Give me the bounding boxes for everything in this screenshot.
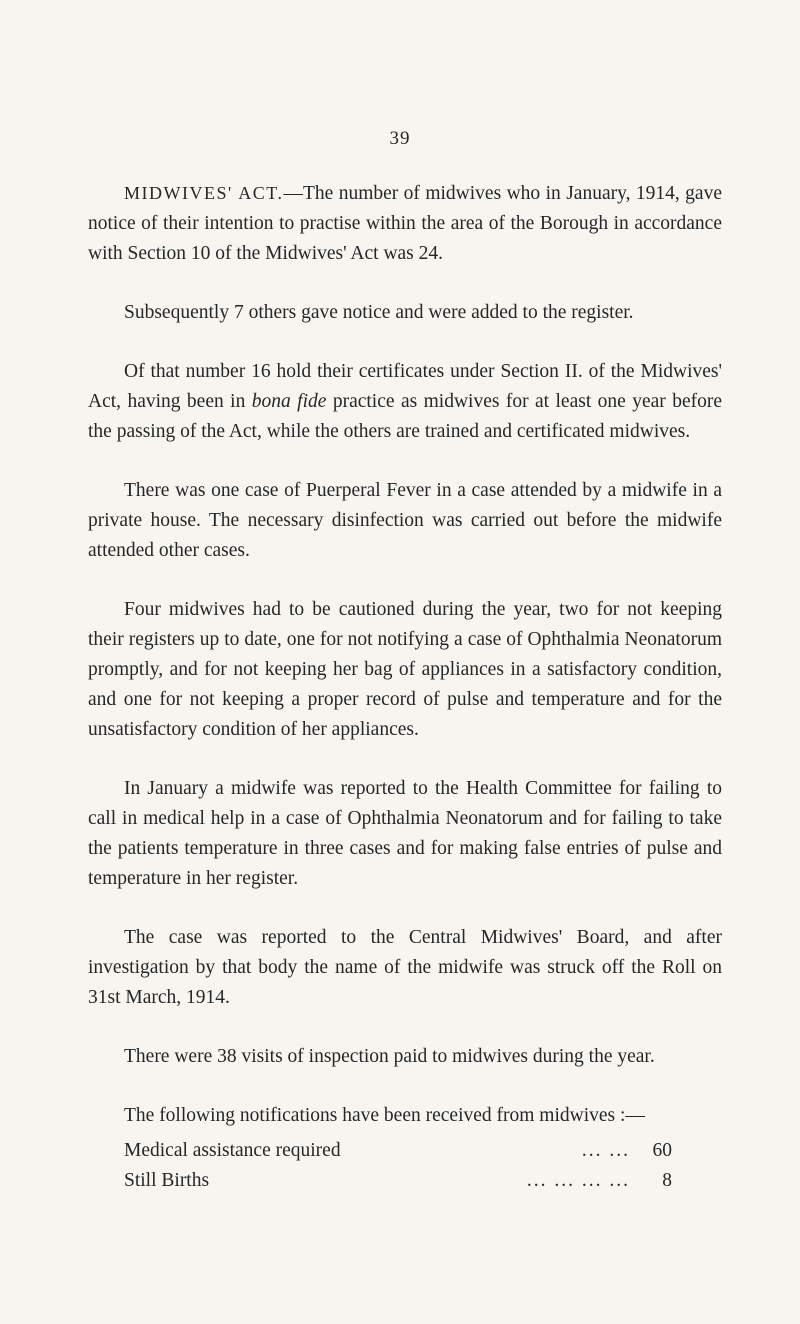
notification-label: Still Births bbox=[124, 1170, 210, 1191]
notifications-list bbox=[124, 1136, 672, 1196]
notification-count: 8 bbox=[662, 1170, 672, 1191]
paragraph-midwives-act bbox=[88, 178, 722, 269]
list-item bbox=[124, 1136, 672, 1166]
italic-term: bona fide bbox=[251, 391, 327, 412]
page-number: 39 bbox=[389, 128, 411, 149]
notification-count: 60 bbox=[652, 1140, 672, 1161]
leader-dots: ... ... ... ... bbox=[526, 1170, 630, 1191]
paragraph-certificates bbox=[88, 357, 722, 447]
paragraph-puerperal-fever: There was one case of Puerperal Fever in a case attended by a midwife in a private house. The necessary disinfection was carried out before the midwife attended other cases. bbox=[88, 480, 722, 561]
paragraph-register: Subsequently 7 others gave notice and were added to the register. bbox=[124, 302, 634, 323]
list-item bbox=[124, 1166, 672, 1196]
leader-dots: ... ... bbox=[581, 1140, 630, 1161]
paragraph-text: —The number of midwives who in January, 1914, gave notice of their intention to practise within the area of the Borough in accordance with Section 10 of the Midwives' Act was 24. bbox=[88, 183, 722, 264]
paragraph-inspections: There were 38 visits of inspection paid to midwives during the year. bbox=[124, 1046, 655, 1067]
paragraph-text: practice as midwives for at least one year before the passing of the Act, while the others are trained and certificated midwives. bbox=[88, 391, 722, 442]
section-heading: MIDWIVES' ACT. bbox=[124, 183, 284, 203]
notification-label: Medical assistance required bbox=[124, 1140, 341, 1161]
paragraph-health-committee: In January a midwife was reported to the Health Committee for failing to call in medical help in a case of Ophthalmia Neonatorum and for failing to take the patients temperature in three cases and for making false entries of pulse and temperature in her register. bbox=[88, 778, 722, 889]
paragraph-cautions: Four midwives had to be cautioned during the year, two for not keeping their registers up to date, one for not notifying a case of Ophthalmia Neonatorum promptly, and for not keeping her bag of appliances in a satisfactory condition, and one for not keeping a proper record of pulse and temperature and for the unsatisfactory condition of her appliances. bbox=[88, 599, 722, 740]
paragraph-notifications-intro: The following notifications have been received from midwives :— bbox=[124, 1105, 645, 1126]
page-body bbox=[88, 178, 722, 1196]
paragraph-text: Of that number 16 hold their certificates under Section II. of the Midwives' Act, having been in bbox=[88, 361, 722, 412]
paragraph-central-board: The case was reported to the Central Midwives' Board, and after investigation by that body the name of the midwife was struck off the Roll on 31st March, 1914. bbox=[88, 927, 722, 1008]
